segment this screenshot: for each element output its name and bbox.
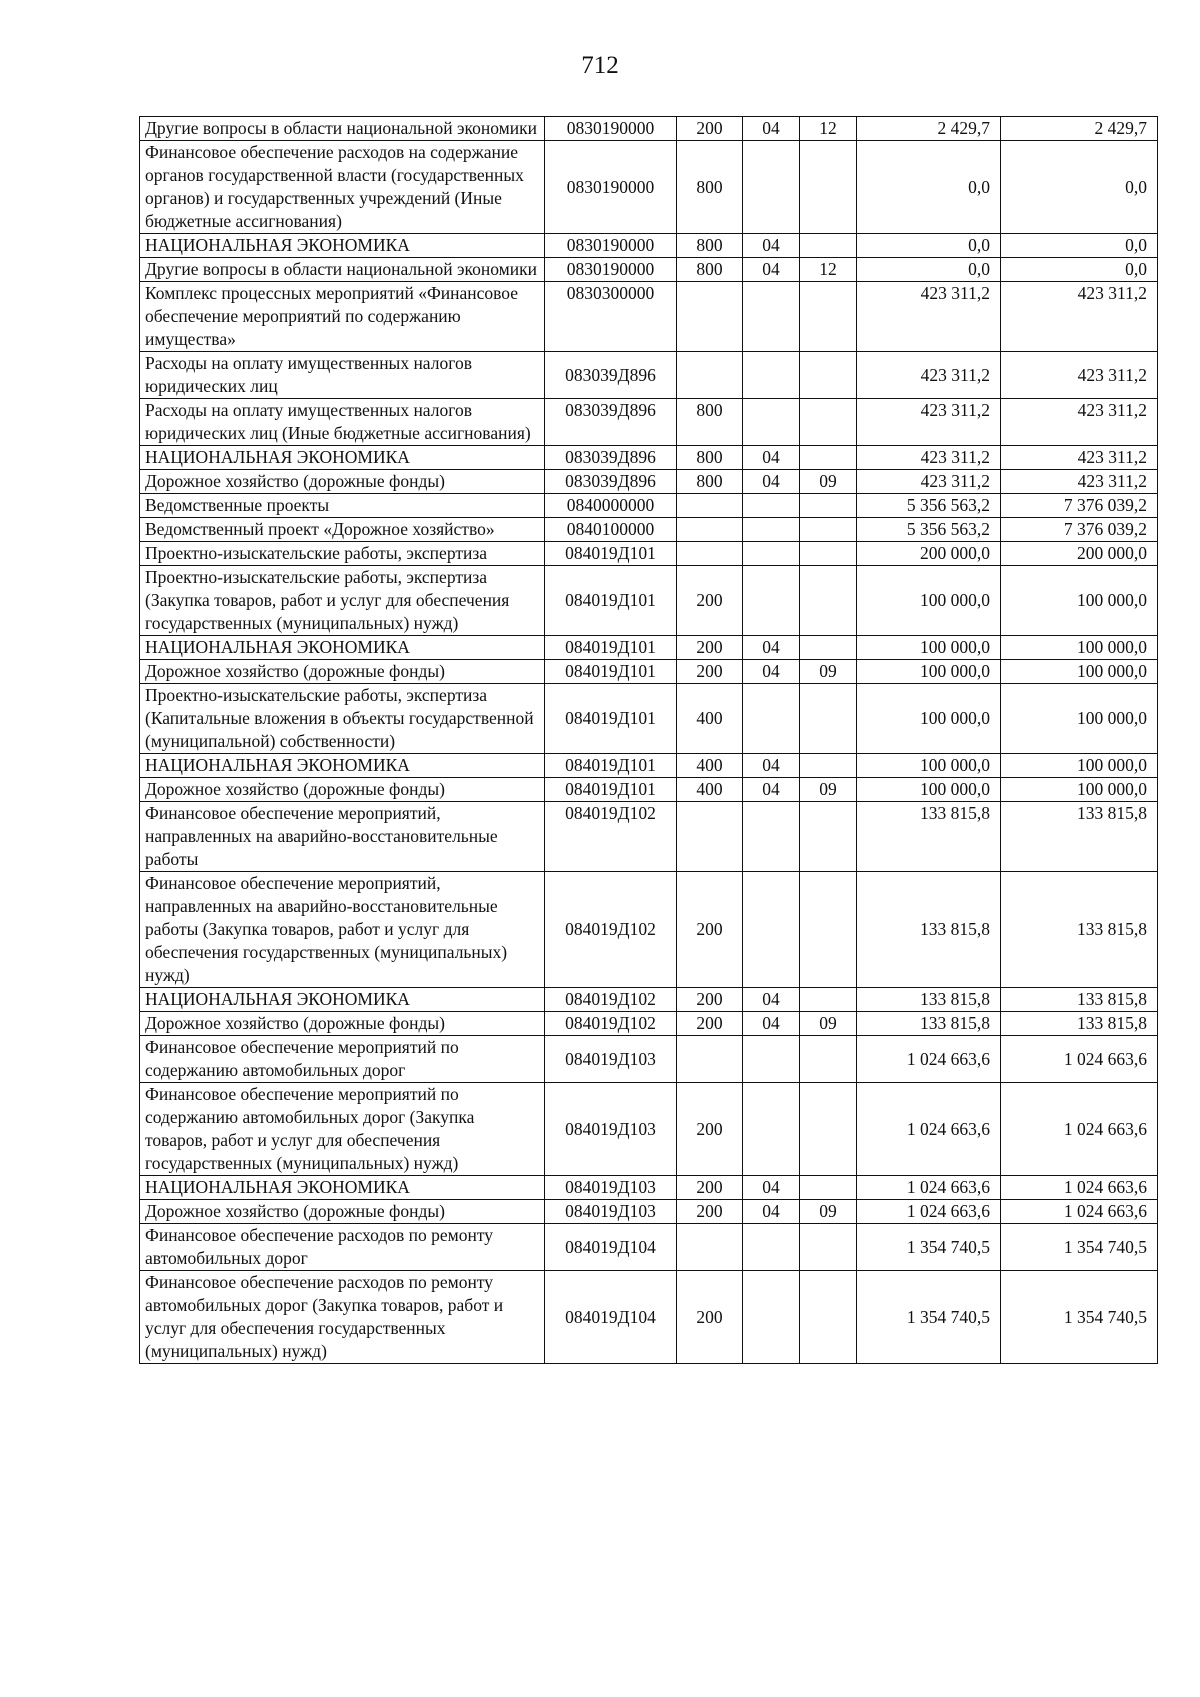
description-cell: Комплекс процессных мероприятий «Финансовое обеспечение мероприятий по содержанию имущества»: [140, 282, 545, 352]
subsection-cell: 12: [800, 258, 857, 282]
target-code-cell: 084019Д103: [545, 1083, 677, 1176]
subsection-cell: [800, 684, 857, 754]
budget-table: [139, 116, 1158, 1364]
table-row: [140, 1036, 1158, 1083]
expense-type-cell: 800: [677, 234, 743, 258]
target-code-cell: 084019Д103: [545, 1176, 677, 1200]
amount-year2-cell: 2 429,7: [1001, 117, 1158, 141]
amount-year2-cell: 1 024 663,6: [1001, 1200, 1158, 1224]
target-code-cell: 084019Д101: [545, 566, 677, 636]
target-code-cell: 084019Д103: [545, 1200, 677, 1224]
expense-type-cell: 800: [677, 141, 743, 234]
table-row: [140, 660, 1158, 684]
amount-year2-cell: 423 311,2: [1001, 352, 1158, 399]
description-cell: Расходы на оплату имущественных налогов юридических лиц: [140, 352, 545, 399]
amount-year2-cell: 100 000,0: [1001, 778, 1158, 802]
expense-type-cell: [677, 802, 743, 872]
expense-type-cell: 200: [677, 1012, 743, 1036]
target-code-cell: 084019Д102: [545, 1012, 677, 1036]
amount-year1-cell: 100 000,0: [857, 636, 1001, 660]
target-code-cell: 0830190000: [545, 258, 677, 282]
description-cell: Проектно-изыскательские работы, экспертиза (Закупка товаров, работ и услуг для обеспечения государственных (муниципальных) нужд): [140, 566, 545, 636]
expense-type-cell: 800: [677, 399, 743, 446]
section-cell: [743, 872, 800, 988]
section-cell: 04: [743, 636, 800, 660]
amount-year1-cell: 133 815,8: [857, 1012, 1001, 1036]
amount-year2-cell: 1 024 663,6: [1001, 1176, 1158, 1200]
subsection-cell: 09: [800, 660, 857, 684]
table-row: [140, 1012, 1158, 1036]
description-cell: Дорожное хозяйство (дорожные фонды): [140, 1200, 545, 1224]
description-cell: НАЦИОНАЛЬНАЯ ЭКОНОМИКА: [140, 446, 545, 470]
table-row: [140, 141, 1158, 234]
expense-type-cell: [677, 1224, 743, 1271]
amount-year1-cell: 100 000,0: [857, 660, 1001, 684]
subsection-cell: [800, 234, 857, 258]
section-cell: [743, 684, 800, 754]
description-cell: Другие вопросы в области национальной экономики: [140, 117, 545, 141]
amount-year1-cell: 5 356 563,2: [857, 494, 1001, 518]
section-cell: [743, 518, 800, 542]
description-cell: Дорожное хозяйство (дорожные фонды): [140, 660, 545, 684]
expense-type-cell: 200: [677, 872, 743, 988]
amount-year1-cell: 5 356 563,2: [857, 518, 1001, 542]
subsection-cell: [800, 872, 857, 988]
amount-year2-cell: 423 311,2: [1001, 399, 1158, 446]
amount-year2-cell: 1 024 663,6: [1001, 1036, 1158, 1083]
expense-type-cell: 400: [677, 778, 743, 802]
amount-year1-cell: 2 429,7: [857, 117, 1001, 141]
expense-type-cell: 200: [677, 1271, 743, 1364]
amount-year1-cell: 423 311,2: [857, 352, 1001, 399]
expense-type-cell: 200: [677, 1176, 743, 1200]
section-cell: [743, 1083, 800, 1176]
table-row: [140, 117, 1158, 141]
amount-year2-cell: 100 000,0: [1001, 566, 1158, 636]
amount-year2-cell: 133 815,8: [1001, 872, 1158, 988]
subsection-cell: [800, 542, 857, 566]
expense-type-cell: 200: [677, 1083, 743, 1176]
expense-type-cell: [677, 494, 743, 518]
table-row: [140, 636, 1158, 660]
subsection-cell: [800, 1224, 857, 1271]
section-cell: 04: [743, 660, 800, 684]
target-code-cell: 084019Д101: [545, 636, 677, 660]
subsection-cell: 09: [800, 470, 857, 494]
section-cell: [743, 1224, 800, 1271]
subsection-cell: [800, 282, 857, 352]
amount-year1-cell: 0,0: [857, 234, 1001, 258]
table-row: [140, 234, 1158, 258]
table-row: [140, 1083, 1158, 1176]
subsection-cell: [800, 399, 857, 446]
amount-year1-cell: 423 311,2: [857, 470, 1001, 494]
amount-year2-cell: 0,0: [1001, 141, 1158, 234]
subsection-cell: 12: [800, 117, 857, 141]
section-cell: 04: [743, 470, 800, 494]
target-code-cell: 0830190000: [545, 141, 677, 234]
amount-year1-cell: 423 311,2: [857, 399, 1001, 446]
target-code-cell: 083039Д896: [545, 446, 677, 470]
section-cell: [743, 352, 800, 399]
table-row: [140, 872, 1158, 988]
page-number: 712: [581, 52, 619, 79]
target-code-cell: 0840000000: [545, 494, 677, 518]
target-code-cell: 084019Д103: [545, 1036, 677, 1083]
amount-year1-cell: 133 815,8: [857, 802, 1001, 872]
table-row: [140, 1176, 1158, 1200]
table-row: [140, 684, 1158, 754]
description-cell: Финансовое обеспечение мероприятий по содержанию автомобильных дорог (Закупка товаров, работ и услуг для обеспечения государственных (муниципальных) нужд): [140, 1083, 545, 1176]
table-row: [140, 1200, 1158, 1224]
section-cell: 04: [743, 446, 800, 470]
amount-year2-cell: 423 311,2: [1001, 446, 1158, 470]
subsection-cell: [800, 352, 857, 399]
section-cell: 04: [743, 117, 800, 141]
target-code-cell: 083039Д896: [545, 470, 677, 494]
table-row: [140, 399, 1158, 446]
subsection-cell: [800, 988, 857, 1012]
subsection-cell: [800, 518, 857, 542]
expense-type-cell: [677, 282, 743, 352]
expense-type-cell: 400: [677, 684, 743, 754]
amount-year1-cell: 1 024 663,6: [857, 1176, 1001, 1200]
expense-type-cell: 200: [677, 1200, 743, 1224]
subsection-cell: [800, 1271, 857, 1364]
target-code-cell: 0840100000: [545, 518, 677, 542]
amount-year2-cell: 1 024 663,6: [1001, 1083, 1158, 1176]
description-cell: НАЦИОНАЛЬНАЯ ЭКОНОМИКА: [140, 1176, 545, 1200]
description-cell: Финансовое обеспечение мероприятий, направленных на аварийно-восстановительные работы (Закупка товаров, работ и услуг для обеспечения государственных (муниципальных) нужд): [140, 872, 545, 988]
section-cell: 04: [743, 988, 800, 1012]
description-cell: Ведомственный проект «Дорожное хозяйство»: [140, 518, 545, 542]
description-cell: Проектно-изыскательские работы, экспертиза: [140, 542, 545, 566]
table-row: [140, 446, 1158, 470]
amount-year2-cell: 7 376 039,2: [1001, 518, 1158, 542]
target-code-cell: 084019Д101: [545, 778, 677, 802]
subsection-cell: [800, 1083, 857, 1176]
amount-year1-cell: 100 000,0: [857, 684, 1001, 754]
amount-year1-cell: 1 024 663,6: [857, 1200, 1001, 1224]
target-code-cell: 084019Д104: [545, 1271, 677, 1364]
description-cell: Финансовое обеспечение расходов на содержание органов государственной власти (государственных органов) и государственных учреждений (Иные бюджетные ассигнования): [140, 141, 545, 234]
amount-year2-cell: 100 000,0: [1001, 684, 1158, 754]
target-code-cell: 084019Д101: [545, 754, 677, 778]
amount-year2-cell: 0,0: [1001, 258, 1158, 282]
amount-year2-cell: 133 815,8: [1001, 1012, 1158, 1036]
table-row: [140, 494, 1158, 518]
amount-year1-cell: 1 354 740,5: [857, 1224, 1001, 1271]
amount-year2-cell: 100 000,0: [1001, 754, 1158, 778]
description-cell: Проектно-изыскательские работы, экспертиза (Капитальные вложения в объекты государственной (муниципальной) собственности): [140, 684, 545, 754]
amount-year1-cell: 1 354 740,5: [857, 1271, 1001, 1364]
amount-year1-cell: 100 000,0: [857, 754, 1001, 778]
section-cell: [743, 141, 800, 234]
target-code-cell: 0830190000: [545, 117, 677, 141]
table-row: [140, 352, 1158, 399]
target-code-cell: 084019Д101: [545, 684, 677, 754]
subsection-cell: [800, 1036, 857, 1083]
description-cell: НАЦИОНАЛЬНАЯ ЭКОНОМИКА: [140, 636, 545, 660]
section-cell: [743, 542, 800, 566]
target-code-cell: 084019Д104: [545, 1224, 677, 1271]
target-code-cell: 084019Д102: [545, 802, 677, 872]
subsection-cell: [800, 446, 857, 470]
subsection-cell: 09: [800, 1012, 857, 1036]
subsection-cell: 09: [800, 778, 857, 802]
description-cell: Другие вопросы в области национальной экономики: [140, 258, 545, 282]
amount-year1-cell: 1 024 663,6: [857, 1036, 1001, 1083]
table-row: [140, 1271, 1158, 1364]
amount-year2-cell: 1 354 740,5: [1001, 1271, 1158, 1364]
expense-type-cell: 800: [677, 258, 743, 282]
description-cell: НАЦИОНАЛЬНАЯ ЭКОНОМИКА: [140, 234, 545, 258]
subsection-cell: [800, 754, 857, 778]
section-cell: 04: [743, 754, 800, 778]
section-cell: [743, 282, 800, 352]
table-row: [140, 542, 1158, 566]
description-cell: Финансовое обеспечение мероприятий по содержанию автомобильных дорог: [140, 1036, 545, 1083]
amount-year1-cell: 100 000,0: [857, 566, 1001, 636]
amount-year2-cell: 100 000,0: [1001, 636, 1158, 660]
amount-year2-cell: 7 376 039,2: [1001, 494, 1158, 518]
expense-type-cell: 200: [677, 988, 743, 1012]
description-cell: НАЦИОНАЛЬНАЯ ЭКОНОМИКА: [140, 754, 545, 778]
section-cell: [743, 1271, 800, 1364]
target-code-cell: 084019Д102: [545, 988, 677, 1012]
expense-type-cell: 800: [677, 470, 743, 494]
section-cell: 04: [743, 1176, 800, 1200]
section-cell: [743, 566, 800, 636]
subsection-cell: [800, 566, 857, 636]
expense-type-cell: [677, 352, 743, 399]
section-cell: [743, 399, 800, 446]
description-cell: НАЦИОНАЛЬНАЯ ЭКОНОМИКА: [140, 988, 545, 1012]
amount-year2-cell: 423 311,2: [1001, 282, 1158, 352]
section-cell: 04: [743, 1012, 800, 1036]
amount-year1-cell: 423 311,2: [857, 446, 1001, 470]
amount-year1-cell: 0,0: [857, 141, 1001, 234]
table-row: [140, 1224, 1158, 1271]
subsection-cell: 09: [800, 1200, 857, 1224]
description-cell: Ведомственные проекты: [140, 494, 545, 518]
amount-year2-cell: 133 815,8: [1001, 988, 1158, 1012]
amount-year1-cell: 133 815,8: [857, 872, 1001, 988]
target-code-cell: 084019Д101: [545, 542, 677, 566]
amount-year1-cell: 200 000,0: [857, 542, 1001, 566]
section-cell: [743, 494, 800, 518]
expense-type-cell: 200: [677, 117, 743, 141]
subsection-cell: [800, 636, 857, 660]
table-row: [140, 754, 1158, 778]
amount-year2-cell: 100 000,0: [1001, 660, 1158, 684]
target-code-cell: 083039Д896: [545, 399, 677, 446]
expense-type-cell: [677, 542, 743, 566]
amount-year2-cell: 0,0: [1001, 234, 1158, 258]
section-cell: 04: [743, 234, 800, 258]
section-cell: 04: [743, 778, 800, 802]
amount-year1-cell: 1 024 663,6: [857, 1083, 1001, 1176]
table-body: [140, 117, 1158, 1364]
table-row: [140, 282, 1158, 352]
description-cell: Расходы на оплату имущественных налогов юридических лиц (Иные бюджетные ассигнования): [140, 399, 545, 446]
expense-type-cell: 200: [677, 636, 743, 660]
subsection-cell: [800, 494, 857, 518]
description-cell: Финансовое обеспечение расходов по ремонту автомобильных дорог: [140, 1224, 545, 1271]
section-cell: 04: [743, 1200, 800, 1224]
expense-type-cell: [677, 1036, 743, 1083]
amount-year2-cell: 423 311,2: [1001, 470, 1158, 494]
table-row: [140, 470, 1158, 494]
amount-year2-cell: 200 000,0: [1001, 542, 1158, 566]
table-row: [140, 802, 1158, 872]
amount-year2-cell: 1 354 740,5: [1001, 1224, 1158, 1271]
amount-year2-cell: 133 815,8: [1001, 802, 1158, 872]
table-row: [140, 778, 1158, 802]
target-code-cell: 084019Д101: [545, 660, 677, 684]
amount-year1-cell: 133 815,8: [857, 988, 1001, 1012]
expense-type-cell: 400: [677, 754, 743, 778]
amount-year1-cell: 100 000,0: [857, 778, 1001, 802]
description-cell: Дорожное хозяйство (дорожные фонды): [140, 778, 545, 802]
section-cell: 04: [743, 258, 800, 282]
description-cell: Финансовое обеспечение расходов по ремонту автомобильных дорог (Закупка товаров, работ и услуг для обеспечения государственных (муниципальных) нужд): [140, 1271, 545, 1364]
expense-type-cell: 200: [677, 566, 743, 636]
description-cell: Дорожное хозяйство (дорожные фонды): [140, 1012, 545, 1036]
expense-type-cell: 800: [677, 446, 743, 470]
table-row: [140, 258, 1158, 282]
table-row: [140, 518, 1158, 542]
subsection-cell: [800, 141, 857, 234]
section-cell: [743, 1036, 800, 1083]
target-code-cell: 083039Д896: [545, 352, 677, 399]
target-code-cell: 0830300000: [545, 282, 677, 352]
table-row: [140, 566, 1158, 636]
amount-year1-cell: 423 311,2: [857, 282, 1001, 352]
section-cell: [743, 802, 800, 872]
amount-year1-cell: 0,0: [857, 258, 1001, 282]
target-code-cell: 084019Д102: [545, 872, 677, 988]
description-cell: Финансовое обеспечение мероприятий, направленных на аварийно-восстановительные работы: [140, 802, 545, 872]
subsection-cell: [800, 1176, 857, 1200]
expense-type-cell: [677, 518, 743, 542]
target-code-cell: 0830190000: [545, 234, 677, 258]
description-cell: Дорожное хозяйство (дорожные фонды): [140, 470, 545, 494]
table-row: [140, 988, 1158, 1012]
subsection-cell: [800, 802, 857, 872]
expense-type-cell: 200: [677, 660, 743, 684]
